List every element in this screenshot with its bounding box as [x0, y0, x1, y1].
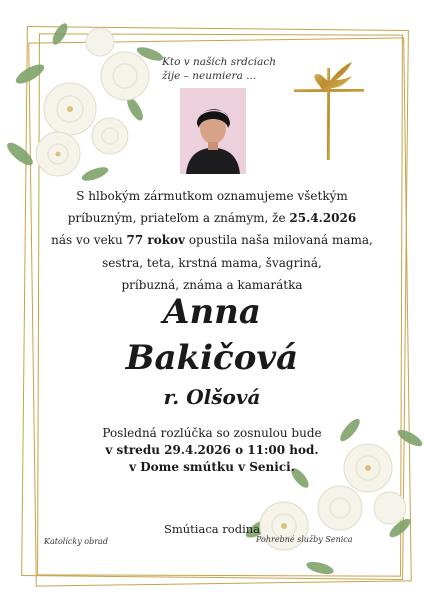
white-roses-top-left — [0, 14, 170, 189]
motto-line-2: žije – neumiera ... — [162, 70, 257, 82]
portrait-photo — [180, 88, 246, 174]
footer-right: Pohrebné služby Senica — [256, 535, 353, 544]
announcement-line-5: príbuzná, známa a kamarátka — [121, 277, 303, 292]
farewell-line-2: v stredu 29.4.2026 o 11:00 hod. — [105, 443, 319, 457]
farewell-line-3: v Dome smútku v Senici. — [129, 460, 295, 474]
announcement-line-2-text: príbuzným, priateľom a známym, že — [67, 211, 290, 226]
farewell-info — [0, 425, 424, 476]
announcement-line-3-post: opustila naša milovaná mama, — [185, 233, 373, 248]
announcement — [0, 185, 424, 296]
cross-with-dove-icon — [292, 52, 368, 164]
motto — [162, 55, 302, 83]
announcement-line-3-pre: nás vo veku — [51, 233, 127, 248]
deceased-last-name: Bakičová — [125, 338, 299, 378]
motto-line-1: Kto v našich srdciach — [162, 56, 277, 68]
announcement-line-4: sestra, teta, krstná mama, švagriná, — [102, 255, 322, 270]
date-of-death: 25.4.2026 — [289, 211, 357, 226]
deceased-first-name: Anna — [163, 292, 261, 332]
announcement-line-2 — [0, 207, 424, 229]
announcement-line-1: S hlbokým zármutkom oznamujeme všetkým — [76, 189, 348, 203]
footer-left: Katolícky obrad — [44, 537, 108, 546]
farewell-line-1: Posledná rozlúčka so zosnulou bude — [102, 426, 322, 440]
announcement-line-3 — [0, 229, 424, 251]
deceased-maiden-name: r. Olšová — [163, 385, 261, 409]
signature: Smútiaca rodina — [163, 522, 261, 536]
age: 77 rokov — [126, 233, 185, 248]
